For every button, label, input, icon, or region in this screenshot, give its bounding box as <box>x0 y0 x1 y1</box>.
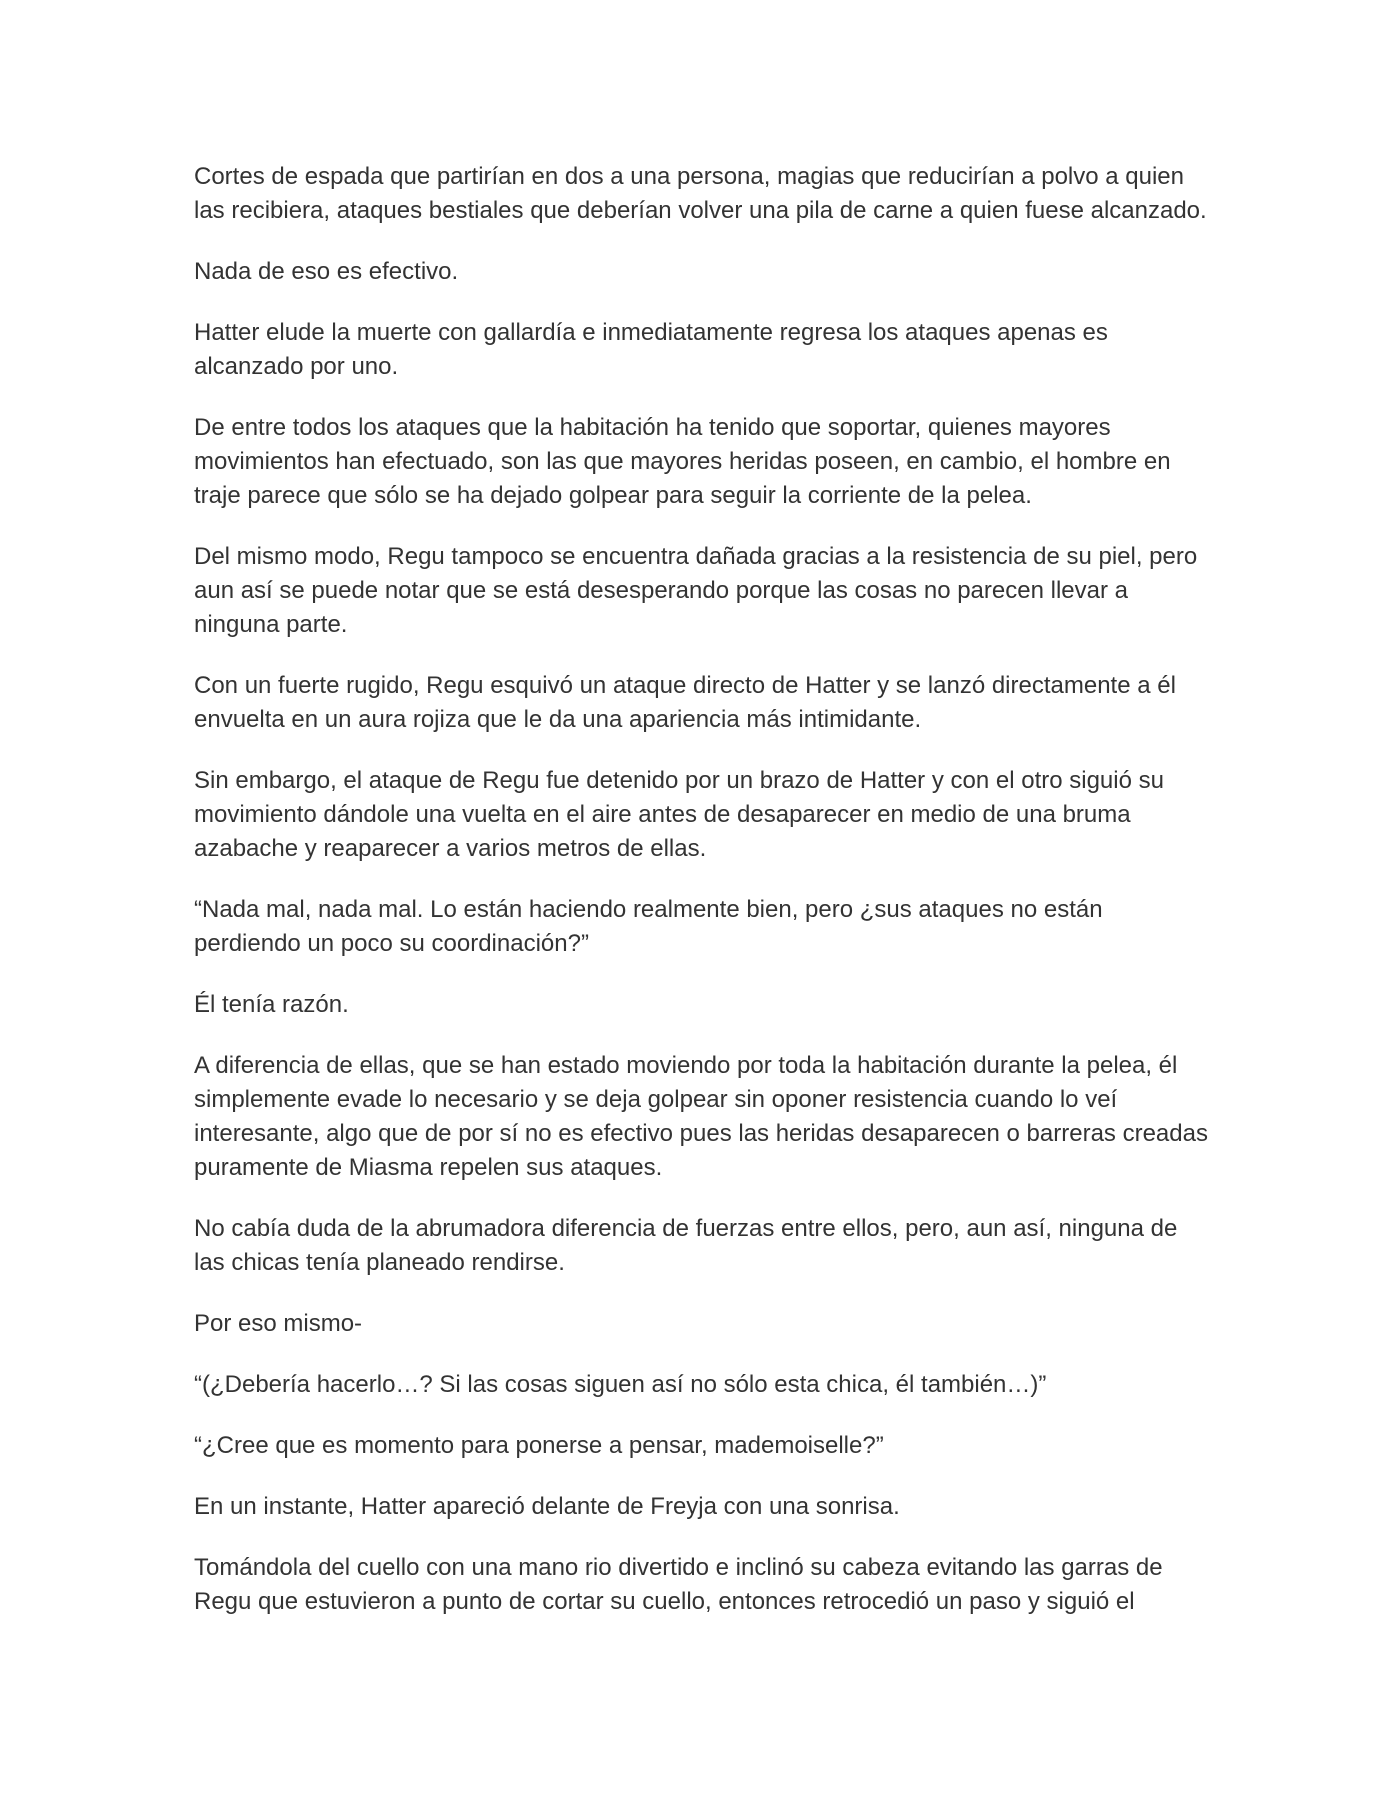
document-body <box>194 160 1214 1646</box>
paragraph: “¿Cree que es momento para ponerse a pensar, mademoiselle?” <box>194 1432 884 1459</box>
paragraph: Sin embargo, el ataque de Regu fue detenido por un brazo de Hatter y con el otro siguió su movimiento dándole una vuelta en el aire antes de desaparecer en medio de una bruma azabache y reaparecer a varios metros de ellas. <box>194 767 1164 862</box>
paragraph: “(¿Debería hacerlo…? Si las cosas siguen así no sólo esta chica, él también…)” <box>194 1371 1047 1398</box>
paragraph: A diferencia de ellas, que se han estado moviendo por toda la habitación durante la pelea, él simplemente evade lo necesario y se deja golpear sin oponer resistencia cuando lo veí interesante, algo que de por sí no es efectivo pues las heridas desaparecen o barreras creadas puramente de Miasma repelen sus ataques. <box>194 1052 1208 1181</box>
paragraph: “Nada mal, nada mal. Lo están haciendo realmente bien, pero ¿sus ataques no están perdiendo un poco su coordinación?” <box>194 896 1103 957</box>
paragraph: De entre todos los ataques que la habitación ha tenido que soportar, quienes mayores movimientos han efectuado, son las que mayores heridas poseen, en cambio, el hombre en traje parece que sólo se ha dejado golpear para seguir la corriente de la pelea. <box>194 414 1171 509</box>
paragraph: En un instante, Hatter apareció delante de Freyja con una sonrisa. <box>194 1493 900 1520</box>
paragraph: Con un fuerte rugido, Regu esquivó un ataque directo de Hatter y se lanzó directamente a él envuelta en un aura rojiza que le da una apariencia más intimidante. <box>194 672 1176 733</box>
paragraph: Nada de eso es efectivo. <box>194 258 459 285</box>
paragraph: Él tenía razón. <box>194 991 349 1018</box>
paragraph: Del mismo modo, Regu tampoco se encuentra dañada gracias a la resistencia de su piel, pero aun así se puede notar que se está desesperando porque las cosas no parecen llevar a ninguna parte. <box>194 543 1198 638</box>
paragraph: No cabía duda de la abrumadora diferencia de fuerzas entre ellos, pero, aun así, ninguna de las chicas tenía planeado rendirse. <box>194 1215 1178 1276</box>
paragraph: Por eso mismo- <box>194 1310 363 1337</box>
paragraph: Hatter elude la muerte con gallardía e inmediatamente regresa los ataques apenas es alcanzado por uno. <box>194 319 1108 380</box>
paragraph: Cortes de espada que partirían en dos a una persona, magias que reducirían a polvo a quien las recibiera, ataques bestiales que deberían volver una pila de carne a quien fuese alcanzado. <box>194 163 1207 224</box>
paragraph: Tomándola del cuello con una mano rio divertido e inclinó su cabeza evitando las garras de Regu que estuvieron a punto de cortar su cuello, entonces retrocedió un paso y siguió el <box>194 1554 1163 1615</box>
